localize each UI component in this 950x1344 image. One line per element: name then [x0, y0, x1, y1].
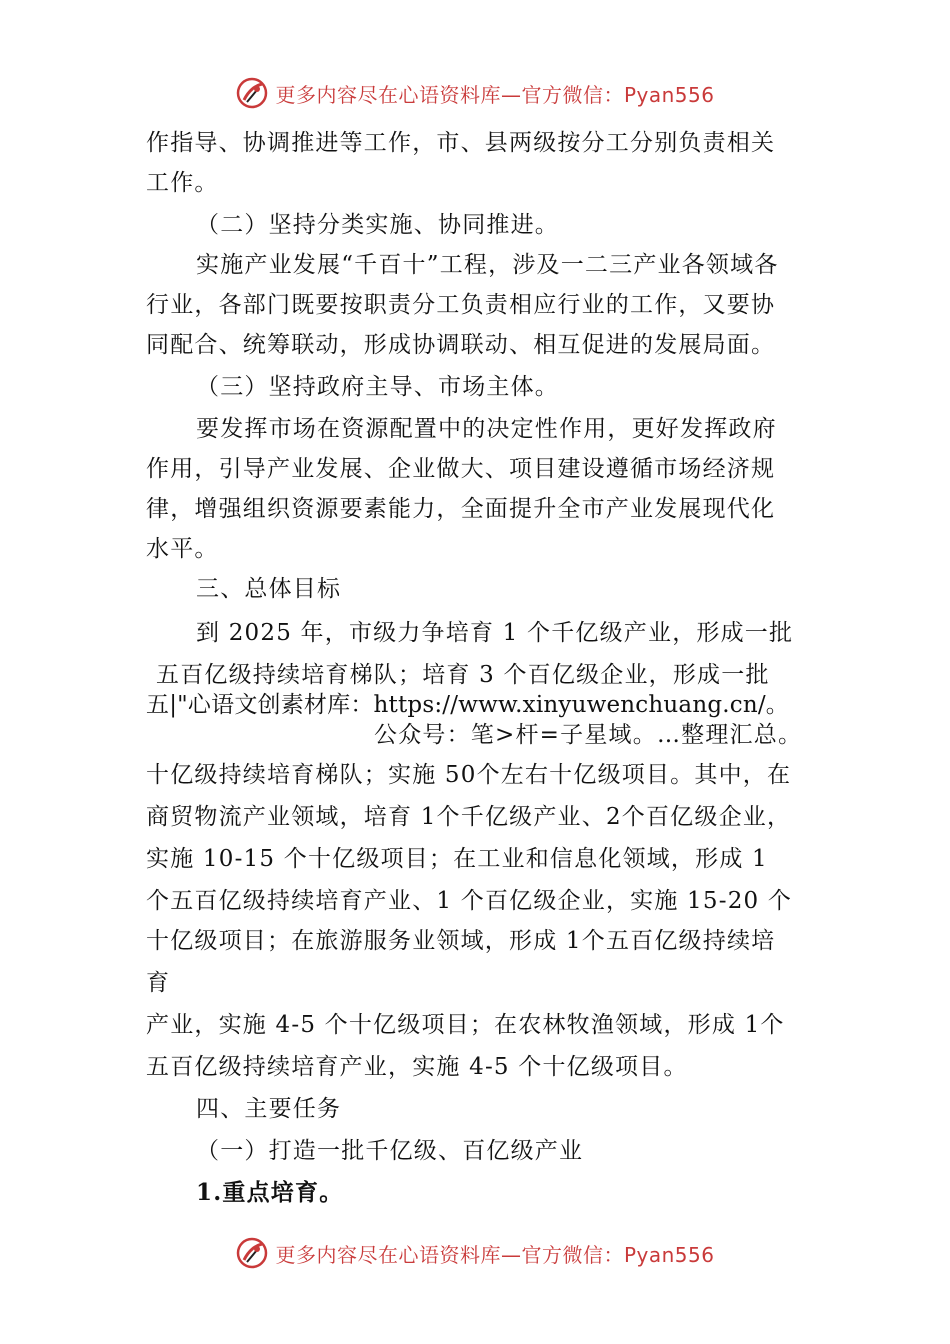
chapter-heading: 三、总体目标 [196, 576, 342, 602]
brand-logo-icon [235, 1236, 269, 1270]
body-line: 水平。 [146, 536, 219, 562]
body-line: 实施产业发展“千百十”工程，涉及一二三产业各领域各 [196, 252, 779, 278]
body-line: 工作。 [146, 170, 219, 196]
section-heading: （二）坚持分类实施、协同推进。 [196, 212, 559, 238]
section-heading: （一）打造一批千亿级、百亿级产业 [196, 1138, 584, 1164]
subsection-heading: 1.重点培育。 [196, 1179, 344, 1206]
body-line: 商贸物流产业领域，培育 1个千亿级产业、2个百亿级企业， [146, 804, 792, 830]
body-line: 到 2025 年，市级力争培育 1 个千亿级产业，形成一批 [196, 620, 794, 646]
body-line: 五百亿级持续培育梯队；培育 3 个百亿级企业，形成一批 [156, 662, 770, 688]
banner-text: 更多内容尽在心语资料库—官方微信：Pyan556 [275, 1242, 715, 1267]
body-line: 个五百亿级持续培育产业、1 个百亿级企业，实施 15-20 个 [146, 888, 793, 914]
footer-banner [0, 1228, 950, 1278]
body-line: 十亿级持续培育梯队；实施 50个左右十亿级项目。其中，在 [146, 762, 792, 788]
body-line: 作指导、协调推进等工作，市、县两级按分工分别负责相关 [146, 130, 776, 156]
body-line: 十亿级项目；在旅游服务业领域，形成 1个五百亿级持续培 [146, 928, 776, 954]
body-line: 同配合、统筹联动，形成协调联动、相互促进的发展局面。 [146, 332, 776, 358]
body-line: 实施 10-15 个十亿级项目；在工业和信息化领域，形成 1 [146, 846, 768, 872]
watermark-line: 公众号：笔>杆=子星域。…整理汇总。 [374, 722, 803, 748]
chapter-heading: 四、主要任务 [196, 1096, 342, 1122]
body-line: 行业，各部门既要按职责分工负责相应行业的工作，又要协 [146, 292, 776, 318]
body-line: 五百亿级持续培育产业，实施 4-5 个十亿级项目。 [146, 1054, 688, 1080]
body-line: 要发挥市场在资源配置中的决定性作用，更好发挥政府 [196, 416, 777, 442]
brand-logo-icon [235, 76, 269, 110]
watermark-line: 五|"心语文创素材库：https://www.xinyuwenchuang.cn/。 [146, 692, 790, 718]
body-line: 产业，实施 4-5 个十亿级项目；在农林牧渔领域，形成 1个 [146, 1012, 785, 1038]
banner-text: 更多内容尽在心语资料库—官方微信：Pyan556 [275, 82, 715, 107]
body-line: 育 [146, 970, 171, 996]
body-line: 律，增强组织资源要素能力，全面提升全市产业发展现代化 [146, 496, 776, 522]
body-line: 作用，引导产业发展、企业做大、项目建设遵循市场经济规 [146, 456, 776, 482]
section-heading: （三）坚持政府主导、市场主体。 [196, 374, 559, 400]
header-banner [0, 68, 950, 118]
